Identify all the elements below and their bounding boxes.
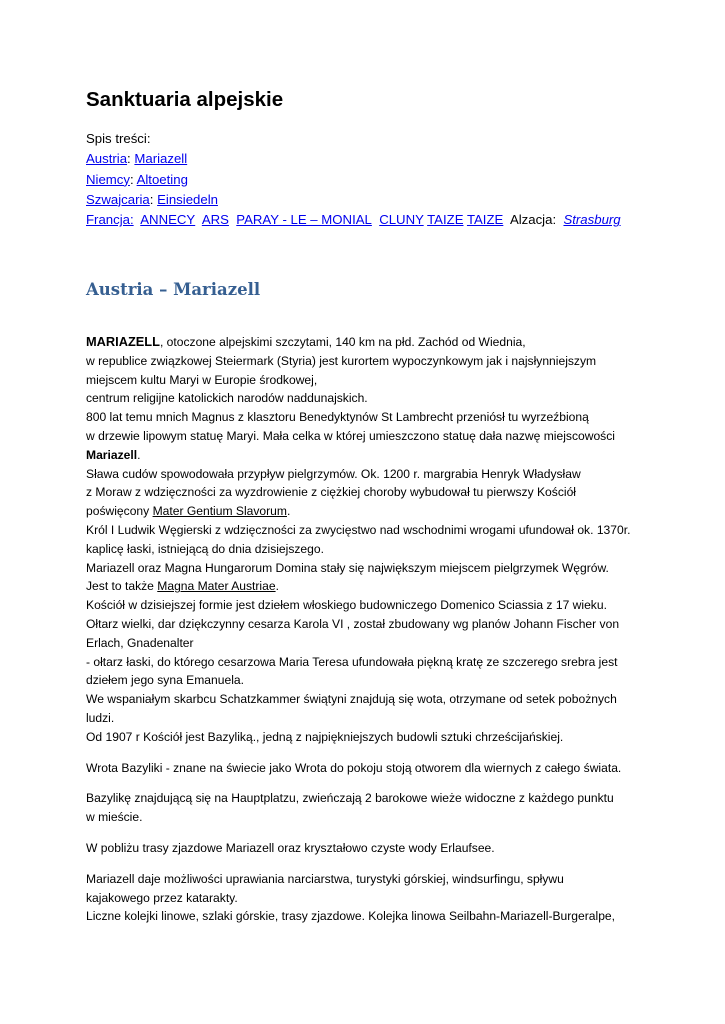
bold-term-mariazell: MARIAZELL (86, 334, 160, 349)
body-line: Mariazell oraz Magna Hungarorum Domina stały się największym miejscem pielgrzymek Węgrów. (86, 560, 609, 575)
toc-heading: Spis treści: (86, 131, 151, 146)
body-text-span: Jest to także (86, 579, 158, 594)
toc-separator: : (129, 171, 134, 187)
body-line: dziełem jego syna Emanuela. (86, 673, 244, 688)
underlined-term-magna-mater: Magna Mater Austriae (157, 579, 276, 594)
toc-link-mariazell[interactable]: Mariazell (134, 151, 188, 167)
body-line: centrum religijne katolickich narodów naddunajskich. (86, 391, 368, 406)
body-line: w drzewie lipowym statuę Maryi. Mała celka w której umieszczono statuę dała nazwę miejscowości (86, 428, 615, 443)
body-text-span: . (275, 579, 279, 594)
table-of-contents (86, 129, 621, 230)
body-line (86, 502, 706, 521)
toc-row-francja (86, 210, 621, 230)
body-line: Sława cudów spowodowała przypływ pielgrzymów. Ok. 1200 r. margrabia Henryk Władysław (86, 466, 581, 481)
body-line: w republice związkowej Steiermark (Styria) jest kurortem wypoczynkowym jak i najsłynniejszym (86, 353, 597, 368)
body-line: w mieście. (86, 810, 143, 825)
toc-separator: : (149, 191, 154, 207)
toc-link-francja[interactable]: Francja: (86, 212, 134, 228)
body-line: kajakowego przez katarakty. (86, 890, 238, 905)
section-body (86, 333, 706, 926)
toc-link-cluny[interactable]: CLUNY (379, 212, 424, 228)
toc-link-altoeting[interactable]: Altoeting (136, 171, 188, 187)
body-line: We wspaniałym skarbcu Schatzkammer świątyni znajdują się wota, otrzymane od setek pobożnych (86, 692, 617, 707)
toc-link-szwajcaria[interactable]: Szwajcaria (86, 191, 150, 207)
toc-row-niemcy (86, 170, 621, 190)
paragraph-gap (86, 747, 706, 759)
toc-link-austria[interactable]: Austria (86, 151, 128, 167)
section-heading-austria-mariazell: Austria – Mariazell (86, 280, 261, 299)
body-line: Od 1907 r Kościół jest Bazyliką., jedną z najpiękniejszych budowli sztuki chrześcijańskiej. (86, 729, 564, 744)
toc-row-austria (86, 149, 621, 169)
body-text-span: , otoczone alpejskimi szczytami, 140 km na płd. Zachód od Wiednia, (159, 335, 526, 349)
body-line: miejscem kultu Maryi w Europie środkowej, (86, 372, 318, 387)
paragraph-gap (86, 827, 706, 839)
bold-term-mariazell-2: Mariazell (86, 447, 138, 462)
toc-link-taize-2[interactable]: TAIZE (466, 212, 504, 228)
body-text-span: . (137, 447, 141, 462)
body-line: 800 lat temu mnich Magnus z klasztoru Benedyktynów St Lambrecht przeniósł tu wyrzeźbioną (86, 410, 589, 425)
toc-link-taize[interactable]: TAIZE (427, 212, 464, 228)
underlined-term-mater-gentium: Mater Gentium Slavorum (152, 504, 287, 519)
toc-link-niemcy[interactable]: Niemcy (86, 171, 130, 187)
body-line (86, 577, 706, 596)
body-text-span: . (286, 504, 291, 519)
toc-link-annecy[interactable]: ANNECY (140, 212, 196, 228)
paragraph-gap (86, 777, 706, 789)
toc-row-szwajcaria (86, 190, 621, 210)
body-line: ludzi. (86, 710, 115, 725)
paragraph-gap (86, 858, 706, 870)
body-line: Wrota Bazyliki - znane na świecie jako Wrota do pokoju stoją otworem dla wiernych z całego świata. (86, 760, 622, 775)
body-text-span: poświęcony (86, 504, 153, 519)
body-line: Król I Ludwik Węgierski z wdzięczności za zwycięstwo nad wschodnimi wrogami ufundował ok. 1370r. (86, 522, 631, 537)
toc-link-paray-le-monial[interactable]: PARAY - LE – MONIAL (236, 212, 372, 228)
body-line: z Moraw z wdzięczności za wyzdrowienie z ciężkiej choroby wybudował tu pierwszy Kościół (86, 485, 576, 500)
toc-link-ars[interactable]: ARS (201, 212, 229, 228)
body-line: Mariazell daje możliwości uprawiania narciarstwa, turystyki górskiej, windsurfingu, spływu (86, 871, 564, 886)
body-line: Erlach, Gnadenalter (86, 635, 194, 650)
document-title: Sanktuaria alpejskie (86, 88, 284, 111)
body-line: kaplicę łaski, istniejącą do dnia dzisiejszego. (86, 541, 324, 556)
toc-link-einsiedeln[interactable]: Einsiedeln (157, 191, 218, 207)
body-line: W pobliżu trasy zjazdowe Mariazell oraz kryształowo czyste wody Erlaufsee. (86, 840, 495, 855)
body-line (86, 333, 706, 352)
body-line: Bazylikę znajdującą się na Hauptplatzu, zwieńczają 2 barokowe wieże widoczne z każdego punktu (86, 791, 614, 806)
toc-link-strasburg[interactable]: Strasburg (563, 212, 621, 228)
toc-alzacja-label: Alzacja: (509, 212, 557, 228)
body-line: - ołtarz łaski, do którego cesarzowa Maria Teresa ufundowała piękną kratę ze szczerego srebra jest (86, 654, 618, 669)
body-line: Liczne kolejki linowe, szlaki górskie, trasy zjazdowe. Kolejka linowa Seilbahn-Mariazell-Burgeralpe, (86, 909, 616, 924)
body-line: Ołtarz wielki, dar dziękczynny cesarza Karola VI , został zbudowany wg planów Johann Fischer von (86, 616, 620, 631)
body-line (86, 446, 706, 465)
toc-separator: : (127, 151, 131, 167)
body-line: Kościół w dzisiejszej formie jest dziełem włoskiego budowniczego Domenico Sciassia z 17 wieku. (86, 598, 607, 613)
